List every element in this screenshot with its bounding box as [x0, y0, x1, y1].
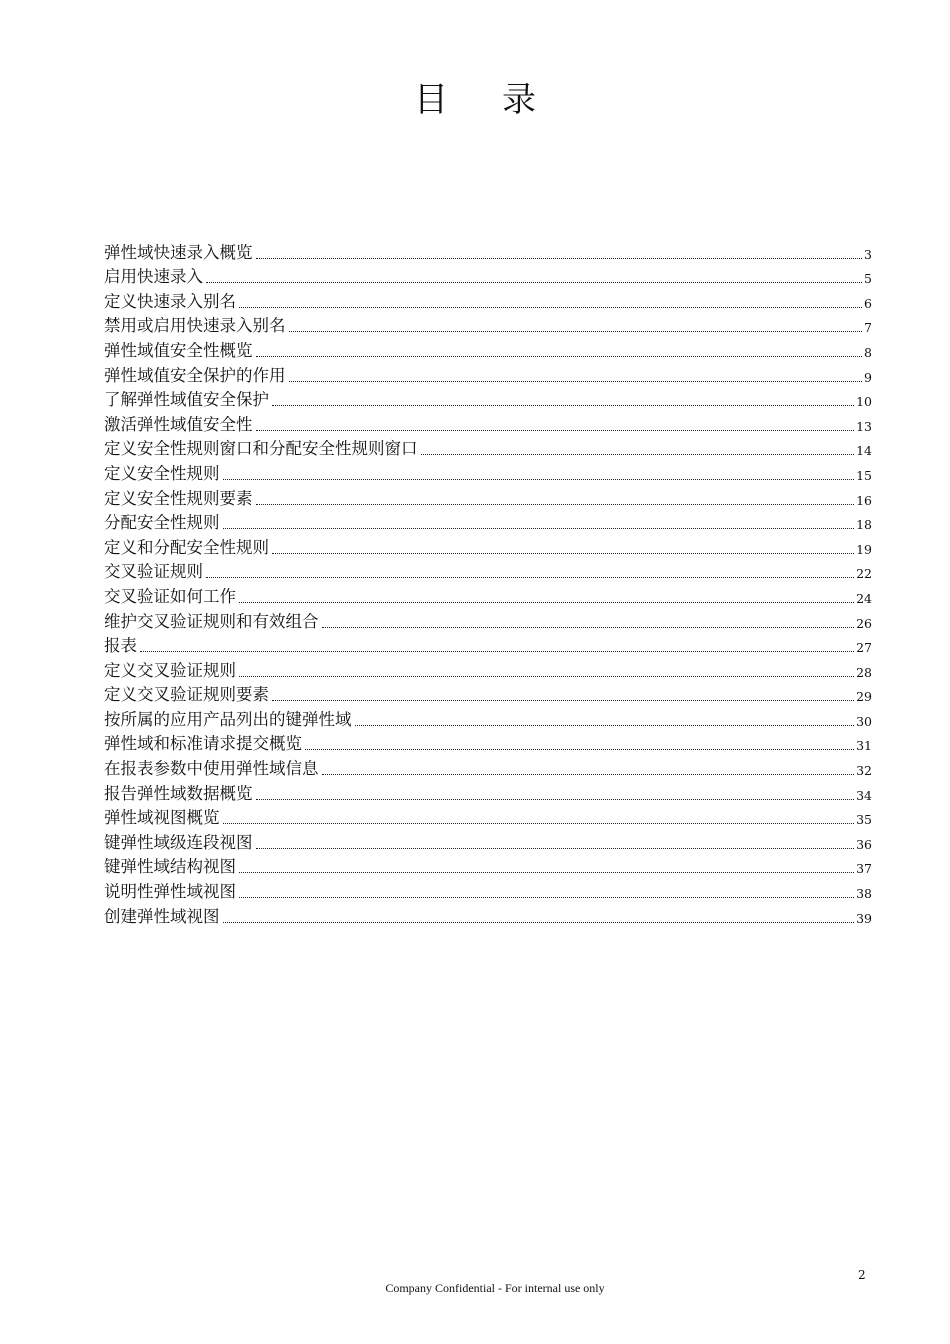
toc-entry-page: 29 [856, 689, 872, 705]
toc-entry-page: 7 [864, 320, 872, 336]
footer-confidential: Company Confidential - For internal use only [385, 1281, 605, 1295]
toc-leader-dots [256, 503, 855, 505]
toc-entry-page: 13 [856, 418, 872, 434]
toc-entry-label: 按所属的应用产品列出的键弹性域 [104, 709, 352, 729]
toc-entry[interactable] [104, 313, 872, 338]
table-of-contents [104, 239, 872, 928]
toc-entry-label: 弹性域值安全性概览 [104, 340, 253, 360]
toc-entry-page: 16 [856, 492, 872, 508]
toc-leader-dots [272, 699, 854, 701]
toc-entry[interactable] [104, 829, 872, 854]
toc-entry-page: 30 [856, 713, 872, 729]
toc-entry-page: 24 [856, 590, 872, 606]
toc-leader-dots [223, 527, 855, 529]
toc-entry[interactable] [104, 805, 872, 830]
toc-leader-dots [239, 871, 854, 873]
toc-entry-label: 在报表参数中使用弹性域信息 [104, 759, 319, 779]
toc-leader-dots [239, 896, 854, 898]
toc-leader-dots [256, 429, 855, 431]
toc-entry-label: 定义安全性规则窗口和分配安全性规则窗口 [104, 439, 418, 459]
toc-leader-dots [322, 626, 855, 628]
toc-entry-page: 8 [864, 344, 872, 360]
toc-entry-label: 说明性弹性域视图 [104, 882, 236, 902]
toc-entry-page: 27 [856, 640, 872, 656]
toc-entry-label: 创建弹性域视图 [104, 906, 220, 926]
toc-leader-dots [256, 257, 863, 259]
toc-entry[interactable] [104, 337, 872, 362]
toc-entry-page: 18 [856, 517, 872, 533]
toc-leader-dots [272, 552, 854, 554]
toc-entry[interactable] [104, 608, 872, 633]
toc-entry[interactable] [104, 682, 872, 707]
toc-entry-label: 键弹性域结构视图 [104, 857, 236, 877]
toc-leader-dots [206, 281, 862, 283]
toc-leader-dots [239, 306, 862, 308]
toc-entry-page: 36 [856, 836, 872, 852]
toc-entry-label: 键弹性域级连段视图 [104, 832, 253, 852]
toc-entry[interactable] [104, 633, 872, 658]
toc-leader-dots [289, 330, 863, 332]
toc-entry-label: 交叉验证如何工作 [104, 586, 236, 606]
toc-entry[interactable] [104, 903, 872, 928]
toc-leader-dots [289, 380, 863, 382]
toc-entry-label: 报告弹性域数据概览 [104, 783, 253, 803]
toc-entry-label: 维护交叉验证规则和有效组合 [104, 611, 319, 631]
toc-leader-dots [223, 822, 855, 824]
toc-entry-label: 启用快速录入 [104, 267, 203, 287]
page-number: 2 [858, 1268, 866, 1282]
toc-entry-label: 弹性域快速录入概览 [104, 242, 253, 262]
toc-entry-label: 弹性域值安全保护的作用 [104, 365, 286, 385]
toc-leader-dots [355, 724, 855, 726]
toc-entry-label: 定义交叉验证规则要素 [104, 685, 269, 705]
toc-entry[interactable] [104, 362, 872, 387]
toc-entry-label: 报表 [104, 636, 137, 656]
toc-leader-dots [239, 601, 854, 603]
toc-entry[interactable] [104, 559, 872, 584]
toc-entry-page: 31 [856, 738, 872, 754]
toc-entry[interactable] [104, 460, 872, 485]
toc-leader-dots [206, 576, 854, 578]
toc-entry[interactable] [104, 755, 872, 780]
toc-entry[interactable] [104, 534, 872, 559]
toc-leader-dots [421, 453, 855, 455]
toc-entry-page: 35 [856, 812, 872, 828]
toc-leader-dots [322, 773, 855, 775]
toc-entry-label: 激活弹性域值安全性 [104, 414, 253, 434]
toc-entry[interactable] [104, 288, 872, 313]
toc-entry[interactable] [104, 583, 872, 608]
toc-entry-label: 交叉验证规则 [104, 562, 203, 582]
toc-entry[interactable] [104, 731, 872, 756]
toc-entry-label: 弹性域视图概览 [104, 808, 220, 828]
toc-entry-label: 定义和分配安全性规则 [104, 537, 269, 557]
toc-entry-label: 弹性域和标准请求提交概览 [104, 734, 302, 754]
toc-entry-page: 5 [864, 271, 872, 287]
toc-entry-label: 定义安全性规则要素 [104, 488, 253, 508]
toc-entry-page: 34 [856, 787, 872, 803]
toc-title [0, 72, 950, 121]
toc-entry[interactable] [104, 387, 872, 412]
toc-entry-page: 19 [856, 541, 872, 557]
toc-entry-page: 28 [856, 664, 872, 680]
toc-entry-page: 3 [864, 246, 872, 262]
toc-entry-label: 定义交叉验证规则 [104, 660, 236, 680]
toc-entry[interactable] [104, 436, 872, 461]
toc-entry-label: 定义安全性规则 [104, 463, 220, 483]
toc-leader-dots [272, 404, 854, 406]
toc-entry[interactable] [104, 510, 872, 535]
toc-entry-page: 32 [856, 763, 872, 779]
toc-leader-dots [256, 798, 855, 800]
toc-entry-page: 10 [856, 394, 872, 410]
toc-entry-page: 26 [856, 615, 872, 631]
toc-leader-dots [223, 478, 855, 480]
toc-entry-page: 15 [856, 467, 872, 483]
toc-entry[interactable] [104, 706, 872, 731]
toc-entry[interactable] [104, 239, 872, 264]
toc-entry[interactable] [104, 657, 872, 682]
title-char-1: 目 [414, 80, 448, 120]
toc-leader-dots [256, 847, 855, 849]
toc-entry[interactable] [104, 411, 872, 436]
toc-entry-label: 定义快速录入别名 [104, 291, 236, 311]
toc-leader-dots [239, 675, 854, 677]
toc-entry-label: 分配安全性规则 [104, 513, 220, 533]
toc-entry-page: 39 [856, 910, 872, 926]
toc-leader-dots [305, 748, 854, 750]
toc-entry-page: 37 [856, 861, 872, 877]
toc-leader-dots [140, 650, 854, 652]
toc-entry[interactable] [104, 264, 872, 289]
toc-entry-page: 6 [864, 295, 872, 311]
toc-entry-page: 38 [856, 886, 872, 902]
toc-entry[interactable] [104, 854, 872, 879]
toc-leader-dots [256, 355, 863, 357]
title-char-2: 录 [502, 80, 536, 120]
toc-leader-dots [223, 921, 855, 923]
toc-entry-page: 22 [856, 566, 872, 582]
toc-entry[interactable] [104, 485, 872, 510]
toc-entry-label: 了解弹性域值安全保护 [104, 390, 269, 410]
toc-entry-label: 禁用或启用快速录入别名 [104, 316, 286, 336]
toc-entry[interactable] [104, 780, 872, 805]
toc-entry[interactable] [104, 878, 872, 903]
toc-entry-page: 14 [856, 443, 872, 459]
toc-entry-page: 9 [864, 369, 872, 385]
